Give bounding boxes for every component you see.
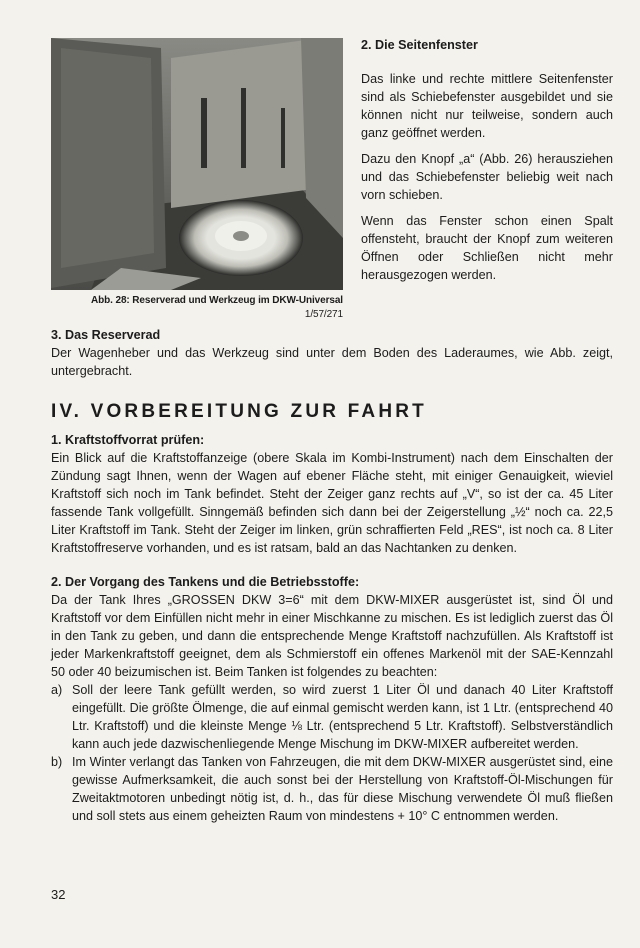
figure-ref: 1/57/271 (304, 309, 343, 320)
side-windows-paragraph-1: Das linke und rechte mittlere Seitenfenster sind als Schiebefenster ausgebildet und sie können nicht nur teilweise, sondern auch ganz geöffnet werden. (361, 72, 613, 140)
figure-caption (51, 294, 343, 322)
spare-wheel-photo (51, 38, 343, 290)
figure-caption-text: Abb. 28: Reserverad und Werkzeug im DKW-Universal (90, 295, 343, 306)
list-item (51, 753, 613, 825)
page-number: 32 (51, 887, 66, 902)
list-item-marker: a) (51, 683, 63, 697)
side-windows-heading: 2. Die Seitenfenster (361, 38, 478, 52)
side-windows-paragraph-3: Wenn das Fenster schon einen Spalt offensteht, braucht der Knopf zum weiteren Öffnen oder Schließen nicht mehr herausgezogen werden. (361, 214, 613, 282)
side-windows-paragraph-2: Dazu den Knopf „a“ (Abb. 26) herausziehen und das Schiebefenster beliebig weit nach vorn schieben. (361, 152, 613, 202)
side-windows-section (361, 36, 613, 292)
spare-wheel-text: Der Wagenheber und das Werkzeug sind unter dem Boden des Laderaumes, wie Abb. zeigt, untergebracht. (51, 346, 613, 378)
refuel-heading: 2. Der Vorgang des Tankens und die Betriebsstoffe: (51, 575, 360, 589)
fuel-check-text: Ein Blick auf die Kraftstoffanzeige (obere Skala im Kombi-Instrument) nach dem Einschalten der Zündung sagt Ihnen, wenn der Wagen auf ebener Fläche steht, mit einiger Genauigkeit, wieviel Kraftstoff sich noch im Tank befindet. Steht der Zeiger ganz rechts auf „V“, so ist der ca. 45 Liter fassende Tank vollgefüllt. Sinngemäß befinden sich dann bei der Zeigerstellung „½“ noch ca. 22,5 Liter Kraftstoff im Tank. Steht der Zeiger im linken, grün schraffierten Feld „RES“, ist noch ca. 8 Liter Kraftstoffreserve vorhanden, und es ist ratsam, bald an das Nachtanken zu denken. (51, 451, 613, 555)
list-item-text: Im Winter verlangt das Tanken von Fahrzeugen, die mit dem DKW-MIXER ausgerüstet sind, eine gewisse Aufmerksamkeit, die auch sonst bei der Herstellung von Kraftstoff-Öl-Mischungen für Zweitaktmotoren unbedingt nötig ist, d. h., das für diese Mischung verwendete Öl muß fließen und soll stets aus einem geheizten Raum von mindestens + 10° C entnommen werden. (72, 755, 613, 823)
refuel-list (51, 681, 613, 825)
spare-wheel-section (51, 326, 613, 380)
list-item-marker: b) (51, 755, 63, 769)
spare-wheel-photo-drawing (51, 38, 343, 290)
refuel-text: Da der Tank Ihres „GROSSEN DKW 3=6“ mit dem DKW-MIXER ausgerüstet ist, sind Öl und Kraftstoff vor dem Einfüllen nicht mehr in einer Mischkanne zu mischen. Es ist lediglich zuerst das Öl in den Tank zu geben, und dann die entsprechende Menge Kraftstoff nachzufüllen. Als Kraftstoff ist jeder Markenkraftstoff geeignet, dem als Schmierstoff ein offenes Markenöl mit der SAE-Kennzahl 50 oder 40 beizumischen ist. Beim Tanken ist folgendes zu beachten: (51, 593, 613, 679)
list-item (51, 681, 613, 753)
chapter-title: IV. VORBEREITUNG ZUR FAHRT (51, 401, 427, 422)
list-item-text: Soll der leere Tank gefüllt werden, so wird zuerst 1 Liter Öl und danach 40 Liter Kraftstoff eingefüllt. Die größte Ölmenge, die auf einmal gemischt werden kann, ist 1 Ltr. (entsprechend 40 Ltr. Kraftstoff) und die kleinste Menge ⅛ Ltr. (entsprechend 5 Ltr. Kraftstoff). Selbstverständlich kann auch jede dazwischenliegende Menge Mischung im DKW-MIXER aufbereitet werden. (72, 683, 613, 751)
refuel-section (51, 573, 613, 825)
fuel-check-heading: 1. Kraftstoffvorrat prüfen: (51, 433, 205, 447)
spare-wheel-heading: 3. Das Reserverad (51, 328, 161, 342)
fuel-check-section (51, 431, 613, 557)
